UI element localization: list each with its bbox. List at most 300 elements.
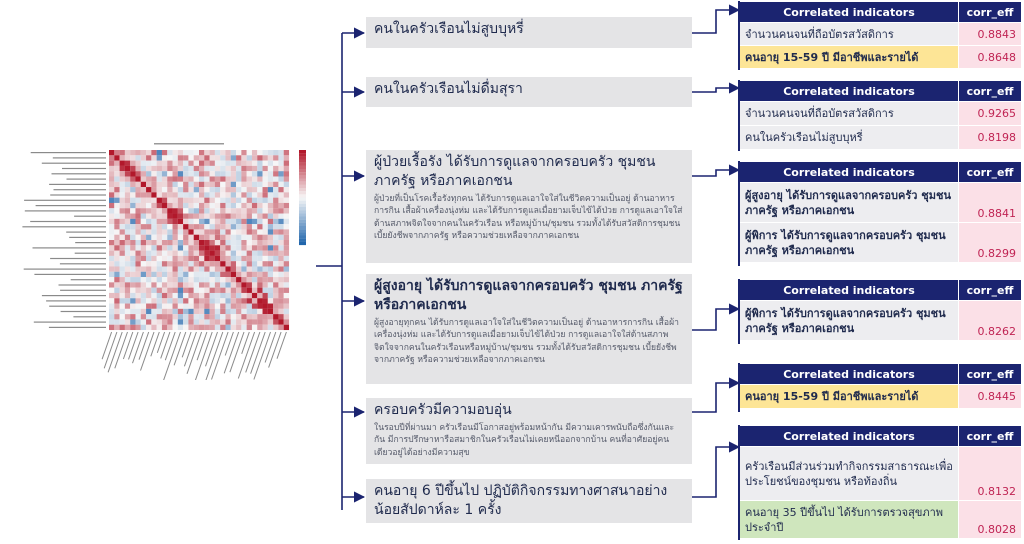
heatmap-cell <box>241 251 246 256</box>
correlation-table-family <box>739 363 1022 409</box>
indicator-name: คนในครัวเรือนไม่สูบบุหรี่ <box>740 126 959 150</box>
heatmap-cell <box>263 256 268 261</box>
heatmap-cell <box>157 261 162 266</box>
heatmap-cell <box>135 192 140 197</box>
heatmap-cell <box>109 166 114 171</box>
heatmap-cell <box>199 150 204 155</box>
heatmap-cell <box>167 240 172 245</box>
heatmap-cell <box>225 171 230 176</box>
heatmap-cell <box>210 219 215 224</box>
heatmap-cell <box>114 182 119 187</box>
heatmap-cell <box>188 319 193 324</box>
heatmap-cell <box>257 309 262 314</box>
heatmap-cell <box>252 182 257 187</box>
heatmap-col-label <box>102 332 112 359</box>
heatmap-cell <box>162 198 167 203</box>
heatmap-cell <box>284 245 289 250</box>
heatmap-cell <box>120 224 125 229</box>
table-row <box>740 223 1022 263</box>
heatmap-cell <box>167 325 172 330</box>
heatmap-cell <box>178 298 183 303</box>
heatmap-cell <box>236 224 241 229</box>
heatmap-cell <box>162 314 167 319</box>
heatmap-cell <box>231 198 236 203</box>
heatmap-cell <box>252 203 257 208</box>
heatmap-cell <box>183 203 188 208</box>
heatmap-cell <box>257 245 262 250</box>
heatmap-cell <box>125 325 130 330</box>
heatmap-cell <box>278 224 283 229</box>
heatmap-row-label <box>42 163 106 164</box>
heatmap-cell <box>247 161 252 166</box>
heatmap-cell <box>146 282 151 287</box>
heatmap-cell <box>278 245 283 250</box>
heatmap-row-label <box>74 216 106 217</box>
heatmap-cell <box>125 208 130 213</box>
heatmap-cell <box>194 277 199 282</box>
heatmap-cell <box>157 176 162 181</box>
heatmap-cell <box>125 319 130 324</box>
heatmap-cell <box>210 208 215 213</box>
heatmap-row-label <box>22 226 106 227</box>
heatmap-cell <box>199 245 204 250</box>
heatmap-cell <box>236 229 241 234</box>
heatmap-cell <box>225 319 230 324</box>
heatmap-cell <box>247 198 252 203</box>
heatmap-cell <box>130 272 135 277</box>
colorbar-step <box>299 217 306 220</box>
heatmap-cell <box>114 314 119 319</box>
heatmap-cell <box>204 319 209 324</box>
heatmap-cell <box>135 288 140 293</box>
corr-value: 0.8299 <box>959 223 1022 263</box>
heatmap-cell <box>146 192 151 197</box>
heatmap-cell <box>141 319 146 324</box>
heatmap-cell <box>210 277 215 282</box>
heatmap-cell <box>157 208 162 213</box>
heatmap-cell <box>278 282 283 287</box>
heatmap-cell <box>215 256 220 261</box>
heatmap-cell <box>125 266 130 271</box>
heatmap-cell <box>135 272 140 277</box>
heatmap-cell <box>183 240 188 245</box>
heatmap-cell <box>178 171 183 176</box>
colorbar-step <box>299 232 306 235</box>
heatmap-cell <box>178 282 183 287</box>
heatmap-cell <box>210 309 215 314</box>
heatmap-cell <box>247 251 252 256</box>
heatmap-cell <box>252 150 257 155</box>
heatmap-cell <box>125 229 130 234</box>
heatmap-cell <box>146 155 151 160</box>
heatmap-cell <box>109 240 114 245</box>
heatmap-cell <box>231 261 236 266</box>
heatmap-cell <box>231 277 236 282</box>
heatmap-cell <box>225 277 230 282</box>
heatmap-cell <box>225 325 230 330</box>
heatmap-cell <box>284 192 289 197</box>
heatmap-cell <box>284 282 289 287</box>
heatmap-cell <box>146 203 151 208</box>
heatmap-cell <box>194 187 199 192</box>
heatmap-cell <box>273 198 278 203</box>
heatmap-cell <box>210 245 215 250</box>
heatmap-cell <box>257 298 262 303</box>
heatmap-cell <box>130 256 135 261</box>
heatmap-cell <box>268 150 273 155</box>
heatmap-cell <box>188 261 193 266</box>
heatmap-cell <box>125 176 130 181</box>
heatmap-cell <box>225 166 230 171</box>
heatmap-cell <box>141 298 146 303</box>
corr-value: 0.8028 <box>959 501 1022 539</box>
heatmap-cell <box>241 192 246 197</box>
heatmap-cell <box>114 155 119 160</box>
heatmap-cell <box>130 203 135 208</box>
heatmap-cell <box>162 261 167 266</box>
heatmap-cell <box>141 325 146 330</box>
heatmap-cell <box>109 293 114 298</box>
table-header-coef: corr_eff <box>959 2 1022 23</box>
heatmap-row-label <box>33 247 107 248</box>
heatmap-cell <box>263 298 268 303</box>
heatmap-cell <box>167 314 172 319</box>
heatmap-cell <box>252 272 257 277</box>
heatmap-cell <box>146 219 151 224</box>
heatmap-cell <box>146 272 151 277</box>
heatmap-cell <box>114 176 119 181</box>
heatmap-cell <box>183 309 188 314</box>
heatmap-cell <box>210 161 215 166</box>
heatmap-cell <box>130 251 135 256</box>
heatmap-cell <box>273 261 278 266</box>
heatmap-cell <box>278 261 283 266</box>
heatmap-cell <box>157 214 162 219</box>
heatmap-cell <box>204 272 209 277</box>
heatmap-cell <box>278 240 283 245</box>
heatmap-cell <box>199 214 204 219</box>
heatmap-cell <box>183 229 188 234</box>
category-chronic <box>366 150 692 263</box>
heatmap-cell <box>204 198 209 203</box>
heatmap-cell <box>199 166 204 171</box>
heatmap-cell <box>162 176 167 181</box>
heatmap-cell <box>278 171 283 176</box>
heatmap-cell <box>199 256 204 261</box>
heatmap-cell <box>257 229 262 234</box>
link-smoke-table <box>692 10 739 33</box>
heatmap-cell <box>114 298 119 303</box>
heatmap-cell <box>120 229 125 234</box>
heatmap-cell <box>210 288 215 293</box>
heatmap-cell <box>231 272 236 277</box>
heatmap-cell <box>194 282 199 287</box>
heatmap-cell <box>220 314 225 319</box>
heatmap-cell <box>188 272 193 277</box>
table-row <box>740 385 1022 409</box>
heatmap-cell <box>231 150 236 155</box>
heatmap-cell <box>125 235 130 240</box>
heatmap-cell <box>167 176 172 181</box>
heatmap-cell <box>173 256 178 261</box>
heatmap-cell <box>151 282 156 287</box>
heatmap-cell <box>183 161 188 166</box>
heatmap-cell <box>215 288 220 293</box>
heatmap-cell <box>263 314 268 319</box>
heatmap-cell <box>257 304 262 309</box>
heatmap-cell <box>263 224 268 229</box>
heatmap-cell <box>268 176 273 181</box>
heatmap-cell <box>210 240 215 245</box>
heatmap-row-label <box>34 274 106 275</box>
heatmap-cell <box>263 214 268 219</box>
heatmap-cell <box>120 261 125 266</box>
heatmap-cell <box>141 251 146 256</box>
heatmap-cell <box>141 235 146 240</box>
heatmap-cell <box>263 266 268 271</box>
heatmap-cell <box>151 219 156 224</box>
heatmap-cell <box>173 282 178 287</box>
heatmap-cell <box>157 235 162 240</box>
heatmap-cell <box>167 277 172 282</box>
heatmap-cell <box>173 277 178 282</box>
heatmap-cell <box>167 251 172 256</box>
heatmap-cell <box>178 261 183 266</box>
heatmap-cell <box>114 266 119 271</box>
heatmap-cell <box>252 219 257 224</box>
heatmap-cell <box>220 219 225 224</box>
heatmap-cell <box>194 219 199 224</box>
heatmap-cell <box>135 240 140 245</box>
heatmap-cell <box>247 187 252 192</box>
heatmap-cell <box>278 298 283 303</box>
heatmap-cell <box>199 171 204 176</box>
heatmap-cell <box>183 261 188 266</box>
heatmap-cell <box>125 192 130 197</box>
heatmap-cell <box>204 261 209 266</box>
heatmap-cell <box>236 298 241 303</box>
heatmap-cell <box>236 208 241 213</box>
heatmap-cell <box>157 192 162 197</box>
heatmap-cell <box>273 325 278 330</box>
heatmap-row-label <box>61 311 106 312</box>
heatmap-cell <box>167 245 172 250</box>
heatmap-cell <box>210 266 215 271</box>
heatmap-cell <box>247 288 252 293</box>
heatmap-cell <box>188 325 193 330</box>
colorbar-step <box>299 198 306 201</box>
heatmap-cell <box>204 219 209 224</box>
heatmap-cell <box>135 319 140 324</box>
heatmap-cell <box>135 298 140 303</box>
heatmap-cell <box>151 198 156 203</box>
heatmap-cell <box>284 182 289 187</box>
heatmap-cell <box>278 251 283 256</box>
heatmap-cell <box>146 309 151 314</box>
heatmap-cell <box>120 187 125 192</box>
colorbar-step <box>299 242 306 245</box>
heatmap-cell <box>236 266 241 271</box>
heatmap-cell <box>284 304 289 309</box>
heatmap-cell <box>183 314 188 319</box>
heatmap-cell <box>257 224 262 229</box>
heatmap-cell <box>178 293 183 298</box>
heatmap-cell <box>199 319 204 324</box>
heatmap-cell <box>157 314 162 319</box>
heatmap-cell <box>284 240 289 245</box>
category-family <box>366 398 692 464</box>
heatmap-col-label <box>265 332 276 363</box>
corr-value: 0.9265 <box>959 102 1022 126</box>
heatmap-cell <box>204 155 209 160</box>
heatmap-cell <box>199 187 204 192</box>
heatmap-cell <box>173 261 178 266</box>
heatmap-cell <box>141 282 146 287</box>
heatmap-cell <box>204 208 209 213</box>
heatmap-cell <box>210 214 215 219</box>
corr-value: 0.8262 <box>959 301 1022 341</box>
heatmap-cell <box>263 282 268 287</box>
category-title: ผู้ป่วยเรื้อรัง ได้รับการดูแลจากครอบครัว ชุมชน ภาครัฐ หรือภาคเอกชน <box>374 154 656 189</box>
heatmap-cell <box>125 203 130 208</box>
heatmap-cell <box>210 166 215 171</box>
heatmap-cell <box>135 266 140 271</box>
heatmap-cell <box>204 309 209 314</box>
heatmap-cell <box>210 155 215 160</box>
heatmap-cell <box>231 161 236 166</box>
heatmap-cell <box>236 214 241 219</box>
heatmap-cell <box>241 240 246 245</box>
heatmap-cell <box>236 277 241 282</box>
corr-value: 0.8198 <box>959 126 1022 150</box>
heatmap-cell <box>114 208 119 213</box>
heatmap-cell <box>252 319 257 324</box>
heatmap-cell <box>215 182 220 187</box>
heatmap-cell <box>125 182 130 187</box>
heatmap-cell <box>268 277 273 282</box>
heatmap-cell <box>247 277 252 282</box>
heatmap-cell <box>151 251 156 256</box>
heatmap-cell <box>114 261 119 266</box>
heatmap-cell <box>130 198 135 203</box>
heatmap-cell <box>141 272 146 277</box>
heatmap-cell <box>284 319 289 324</box>
heatmap-cell <box>225 161 230 166</box>
heatmap-cell <box>204 214 209 219</box>
heatmap-cell <box>284 171 289 176</box>
heatmap-cell <box>120 155 125 160</box>
heatmap-cell <box>109 176 114 181</box>
heatmap-cell <box>263 192 268 197</box>
heatmap-cell <box>157 161 162 166</box>
heatmap-cell <box>146 288 151 293</box>
heatmap-cell <box>263 198 268 203</box>
heatmap-cell <box>220 187 225 192</box>
heatmap-cell <box>268 166 273 171</box>
heatmap-cell <box>167 319 172 324</box>
heatmap-cell <box>146 240 151 245</box>
heatmap-cell <box>257 325 262 330</box>
heatmap-cell <box>215 187 220 192</box>
heatmap-cell <box>130 166 135 171</box>
heatmap-cell <box>236 309 241 314</box>
heatmap-cell <box>204 166 209 171</box>
heatmap-cell <box>125 155 130 160</box>
heatmap-cell <box>268 319 273 324</box>
heatmap-cell <box>194 325 199 330</box>
heatmap-cell <box>109 198 114 203</box>
heatmap-cell <box>188 288 193 293</box>
heatmap-cell <box>273 288 278 293</box>
heatmap-cell <box>220 214 225 219</box>
colorbar-step <box>299 194 306 197</box>
heatmap-col-label <box>141 332 155 371</box>
heatmap-cell <box>257 155 262 160</box>
heatmap-cell <box>278 150 283 155</box>
category-description: ผู้สูงอายุทุกคน ได้รับการดูแลเอาใจใส่ในชีวิตความเป็นอยู่ ด้านอาหารการกิน เสื้อผ้าเครื่องนุ่งห่ม และได้รับการดูแลเมื่อยามเจ็บไข้ได้ป่วย การดูแลเอาใจใส่ด้านสภาพจิตใจจากคนในครัวเรือนหรือหมู่บ้าน/ชุมชน รวมทั้งได้รับสวัสดิการชุมชน เบี้ยยังชีพจากภาครัฐ หรือความช่วยเหลือจากภาคเอกชน <box>374 318 679 366</box>
colorbar-step <box>299 150 306 153</box>
heatmap-cell <box>173 155 178 160</box>
heatmap-cell <box>167 171 172 176</box>
heatmap-cell <box>120 203 125 208</box>
heatmap-cell <box>225 288 230 293</box>
heatmap-cell <box>173 298 178 303</box>
heatmap-cell <box>188 208 193 213</box>
heatmap-cell <box>236 176 241 181</box>
heatmap-cell <box>215 325 220 330</box>
heatmap-cell <box>125 309 130 314</box>
heatmap-cell <box>252 235 257 240</box>
heatmap-cell <box>247 229 252 234</box>
heatmap-cell <box>188 214 193 219</box>
heatmap-cell <box>162 161 167 166</box>
heatmap-cell <box>215 298 220 303</box>
heatmap-cell <box>151 261 156 266</box>
heatmap-cell <box>173 251 178 256</box>
heatmap-cell <box>125 298 130 303</box>
heatmap-cell <box>225 293 230 298</box>
heatmap-cell <box>220 166 225 171</box>
heatmap-cell <box>199 304 204 309</box>
heatmap-cell <box>278 182 283 187</box>
table-divider <box>738 1 740 70</box>
heatmap-col-label <box>206 332 218 366</box>
heatmap-cell <box>247 282 252 287</box>
heatmap-cell <box>146 293 151 298</box>
heatmap-cell <box>278 272 283 277</box>
heatmap-cell <box>210 282 215 287</box>
heatmap-cell <box>236 203 241 208</box>
heatmap-cell <box>284 277 289 282</box>
heatmap-cell <box>114 198 119 203</box>
heatmap-cell <box>109 319 114 324</box>
heatmap-cell <box>173 272 178 277</box>
heatmap-cell <box>114 235 119 240</box>
heatmap-cell <box>268 298 273 303</box>
heatmap-cell <box>114 251 119 256</box>
correlation-table-religion <box>739 425 1022 539</box>
colorbar-step <box>299 210 306 213</box>
heatmap-cell <box>183 319 188 324</box>
heatmap-cell <box>157 187 162 192</box>
heatmap-cell <box>109 251 114 256</box>
heatmap-cell <box>257 282 262 287</box>
heatmap-cell <box>204 277 209 282</box>
heatmap-cell <box>194 161 199 166</box>
heatmap-cell <box>263 240 268 245</box>
table-header-indicator: Correlated indicators <box>740 280 959 301</box>
heatmap-cell <box>194 235 199 240</box>
